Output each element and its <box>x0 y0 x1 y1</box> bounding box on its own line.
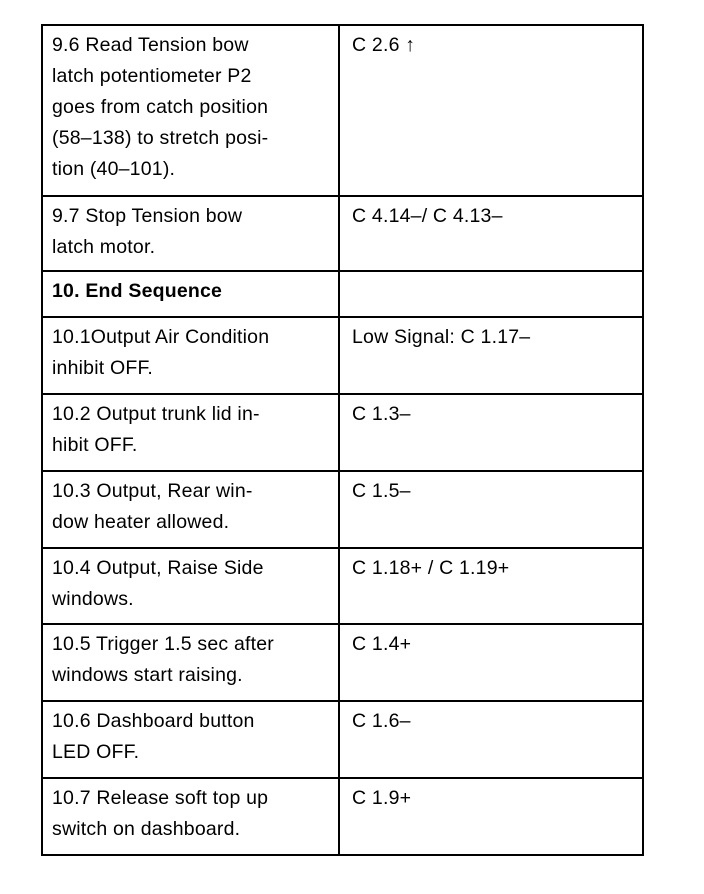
step-cell: 10.5 Trigger 1.5 sec after windows start raising. <box>42 624 339 701</box>
table-row <box>42 317 643 394</box>
step-cell: 10.3 Output, Rear win- dow heater allowed. <box>42 471 339 548</box>
signal-cell: C 1.18+ / C 1.19+ <box>339 548 643 624</box>
section-header-row <box>42 271 643 317</box>
signal-cell: C 1.3– <box>339 394 643 471</box>
step-cell: 10.1Output Air Condition inhibit OFF. <box>42 317 339 394</box>
table-row <box>42 196 643 271</box>
table-row <box>42 624 643 701</box>
signal-cell: C 1.4+ <box>339 624 643 701</box>
signal-cell <box>339 271 643 317</box>
table-row <box>42 25 643 196</box>
step-cell: 10.6 Dashboard button LED OFF. <box>42 701 339 778</box>
procedure-table <box>41 24 644 856</box>
table-row <box>42 701 643 778</box>
section-title-cell: 10. End Sequence <box>42 271 339 317</box>
step-cell: 9.6 Read Tension bow latch potentiometer P2 goes from catch position (58–138) to stretch posi- tion (40–101). <box>42 25 339 196</box>
step-cell: 10.4 Output, Raise Side windows. <box>42 548 339 624</box>
signal-cell: C 4.14–/ C 4.13– <box>339 196 643 271</box>
signal-cell: C 1.5– <box>339 471 643 548</box>
signal-cell: Low Signal: C 1.17– <box>339 317 643 394</box>
step-cell: 10.2 Output trunk lid in- hibit OFF. <box>42 394 339 471</box>
signal-cell: C 2.6 ↑ <box>339 25 643 196</box>
signal-cell: C 1.6– <box>339 701 643 778</box>
procedure-table-body <box>42 25 643 855</box>
table-row <box>42 394 643 471</box>
table-row <box>42 778 643 855</box>
step-cell: 10.7 Release soft top up switch on dashboard. <box>42 778 339 855</box>
step-cell: 9.7 Stop Tension bow latch motor. <box>42 196 339 271</box>
signal-cell: C 1.9+ <box>339 778 643 855</box>
table-row <box>42 548 643 624</box>
table-row <box>42 471 643 548</box>
